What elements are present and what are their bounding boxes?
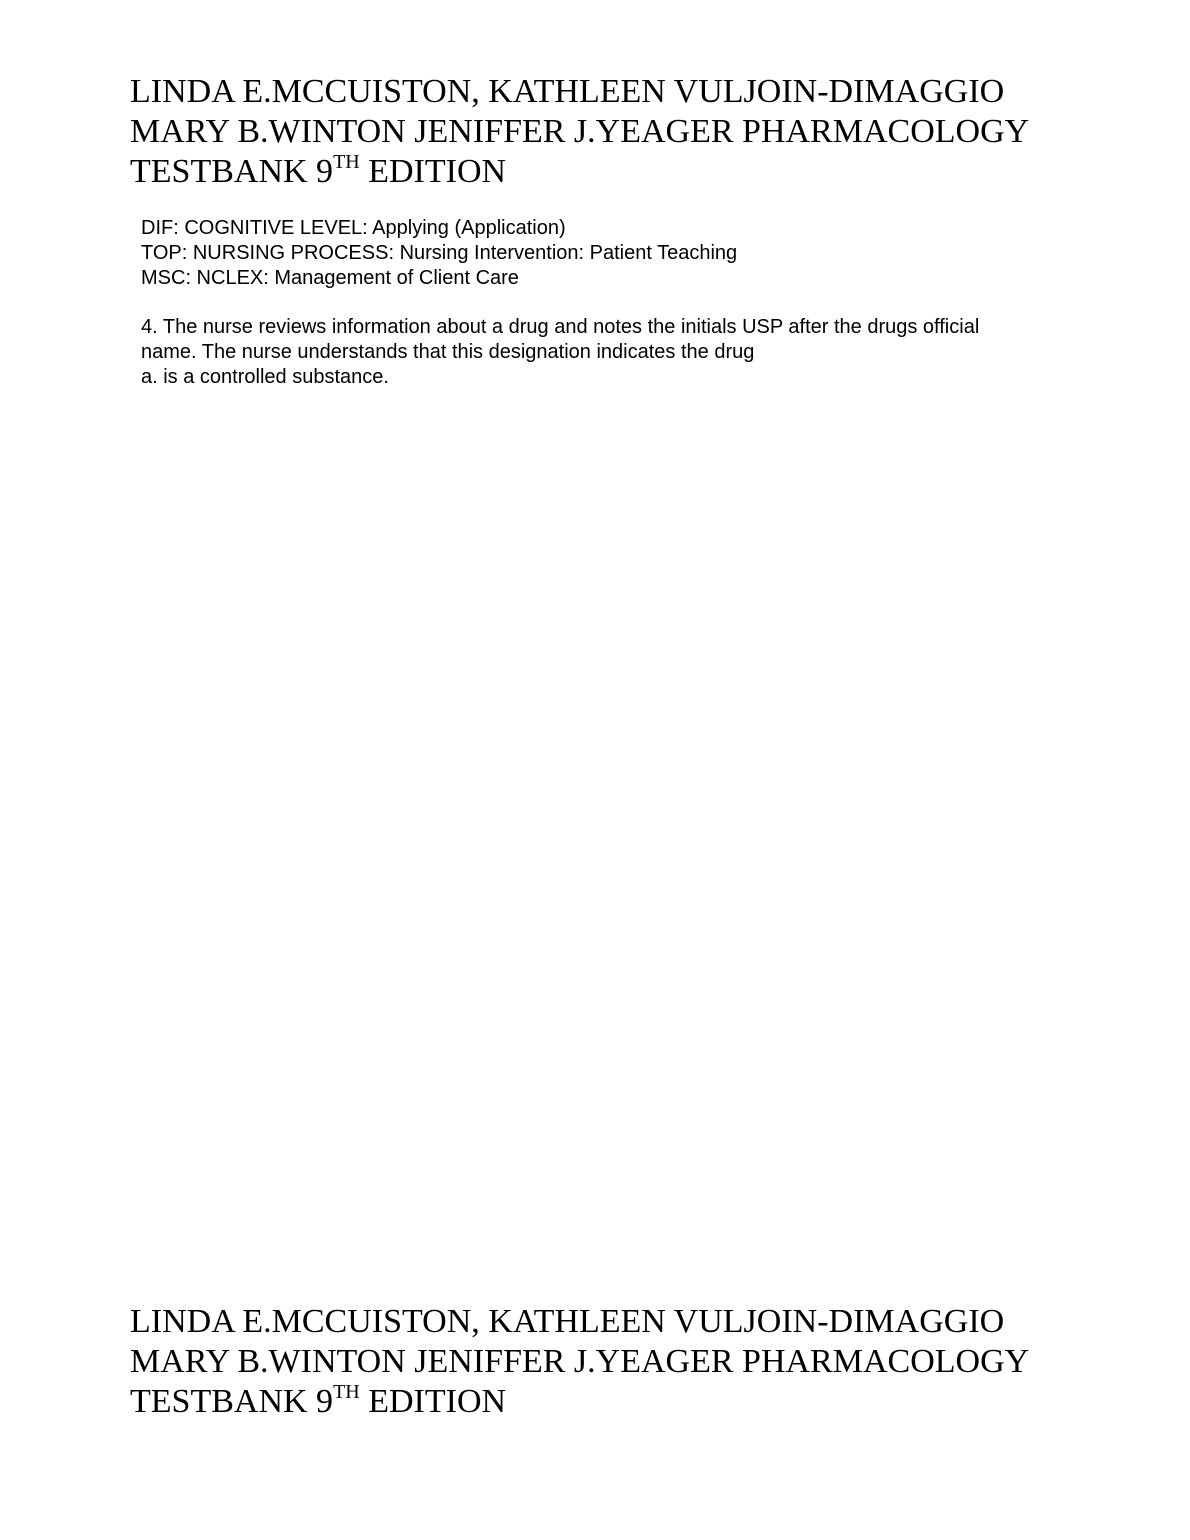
footer-edition-prefix: TESTBANK 9 — [130, 1383, 334, 1420]
footer-edition-suffix: EDITION — [359, 1383, 507, 1420]
header-edition-prefix: TESTBANK 9 — [130, 153, 334, 190]
metadata-topic: TOP: NURSING PROCESS: Nursing Intervention: Patient Teaching — [141, 242, 738, 264]
footer-line-authors-subject: MARY B.WINTON JENIFFER J.YEAGER PHARMACOLOGY — [130, 1343, 1030, 1380]
header-line-authors-subject: MARY B.WINTON JENIFFER J.YEAGER PHARMACOLOGY — [130, 113, 1030, 150]
header-line-edition — [130, 152, 1130, 192]
footer-line-authors: LINDA E.MCCUISTON, KATHLEEN VULJOIN-DIMAGGIO — [130, 1303, 1005, 1340]
question-option-a: a. is a controlled substance. — [141, 366, 389, 388]
footer-line-edition — [130, 1382, 1130, 1422]
header-line-authors: LINDA E.MCCUISTON, KATHLEEN VULJOIN-DIMAGGIO — [130, 73, 1005, 110]
header-edition-superscript: TH — [333, 150, 360, 173]
header-edition-suffix: EDITION — [359, 153, 507, 190]
page-footer-title — [130, 1302, 1130, 1422]
footer-edition-superscript: TH — [333, 1380, 360, 1403]
page-header-title — [130, 72, 1130, 192]
question-metadata — [141, 216, 1101, 291]
question-stem-line-2: name. The nurse understands that this designation indicates the drug — [141, 341, 755, 363]
metadata-msc: MSC: NCLEX: Management of Client Care — [141, 267, 519, 289]
question-4 — [141, 315, 1101, 390]
metadata-difficulty: DIF: COGNITIVE LEVEL: Applying (Application) — [141, 217, 566, 239]
question-stem-line-1: 4. The nurse reviews information about a drug and notes the initials USP after the drugs official — [141, 316, 980, 338]
